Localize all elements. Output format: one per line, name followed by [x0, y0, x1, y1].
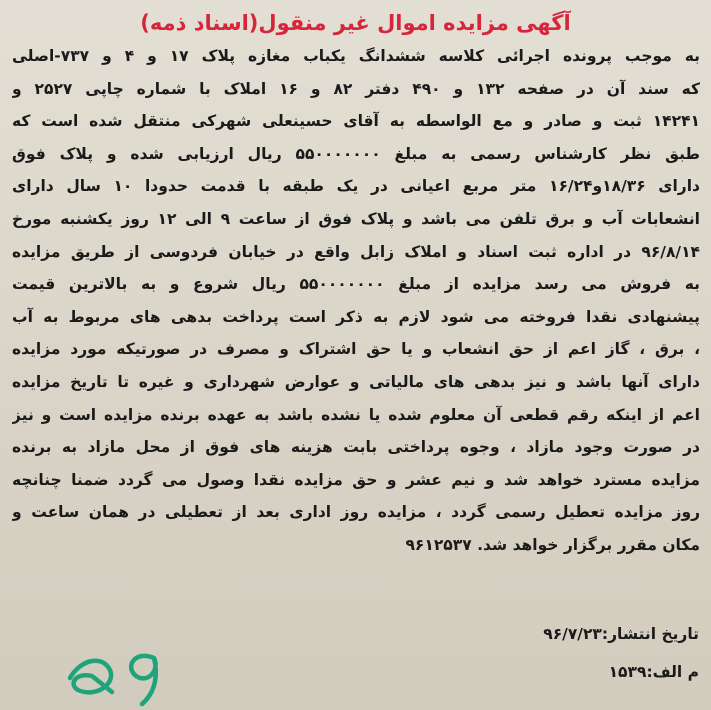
body-line-14: مزایده مسترد خواهد شد و نیم عشر و حق مزایده نقدا وصول می گردد ضمنا چنانچه [12, 470, 700, 489]
body-line-3: ۱۴۲۴۱ ثبت و صادر و مع الواسطه به آقای حسینعلی شهرکی منتقل شده است که [12, 112, 700, 131]
notice-body [12, 40, 700, 562]
body-line-2: که سند آن در صفحه ۱۳۲ و ۴۹۰ دفتر ۸۲ و ۱۶ املاک با شماره چاپی ۲۵۲۷ و [12, 79, 700, 98]
reference-code: م الف:۱۵۳۹ [608, 663, 699, 681]
body-line-15: روز مزایده تعطیل رسمی گردد ، مزایده روز اداری بعد از تعطیلی در همان ساعت و [12, 503, 700, 522]
body-line-1: به موجب پرونده اجرائی کلاسه ششدانگ یکباب مغازه پلاک ۱۷ و ۴ و ۷۳۷-اصلی [12, 47, 700, 65]
body-line-9: پیشنهادی نقدا فروخته می شود لازم به ذکر است پرداخت بدهی های مربوط به آب [12, 307, 700, 326]
body-line-4: طبق نظر کارشناس رسمی به مبلغ ۵۵۰۰۰۰۰۰۰ ریال ارزیابی شده و پلاک فوق [12, 144, 700, 163]
body-line-5: دارای ۱۸/۳۶و۱۶/۲۴ متر مربع اعیانی در یک طبقه با قدمت حدودا ۱۰ سال دارای [12, 177, 700, 196]
body-line-13: در صورت وجود مازاد ، وجوه پرداختی بابت هزینه های فوق از محل مازاد به برنده [12, 438, 700, 457]
body-line-11: دارای آنها باشد و نیز بدهی های مالیاتی و عوارض شهرداری و غیره تا تاریخ مزایده [12, 372, 700, 391]
publish-date: تاریخ انتشار:۹۶/۷/۲۳ [543, 625, 699, 643]
body-line-12: اعم از اینکه رقم قطعی آن معلوم شده یا نشده باشد به عهده برنده مزایده است و نیز [12, 405, 700, 424]
body-line-7: ۹۶/۸/۱۴ در اداره ثبت اسناد و املاک زابل واقع در خیابان فردوسی از طریق مزایده [12, 242, 700, 261]
body-line-6: انشعابات آب و برق تلفن می باشد و پلاک فوق از ساعت ۹ الی ۱۲ روز یکشنبه مورخ [12, 209, 700, 228]
notice-title: آگهی مزایده اموال غیر منقول(اسناد ذمه) [140, 11, 571, 35]
body-line-10: ، برق ، گاز اعم از حق انشعاب و یا حق اشتراک و مصرف در صورتیکه مورد مزایده [12, 340, 700, 359]
handwritten-mark [62, 640, 172, 710]
body-line-16: مکان مقرر برگزار خواهد شد. ۹۶۱۲۵۳۷ [405, 535, 700, 554]
body-line-8: به فروش می رسد مزایده از مبلغ ۵۵۰۰۰۰۰۰۰ ریال شروع و به بالاترین قیمت [12, 275, 700, 294]
